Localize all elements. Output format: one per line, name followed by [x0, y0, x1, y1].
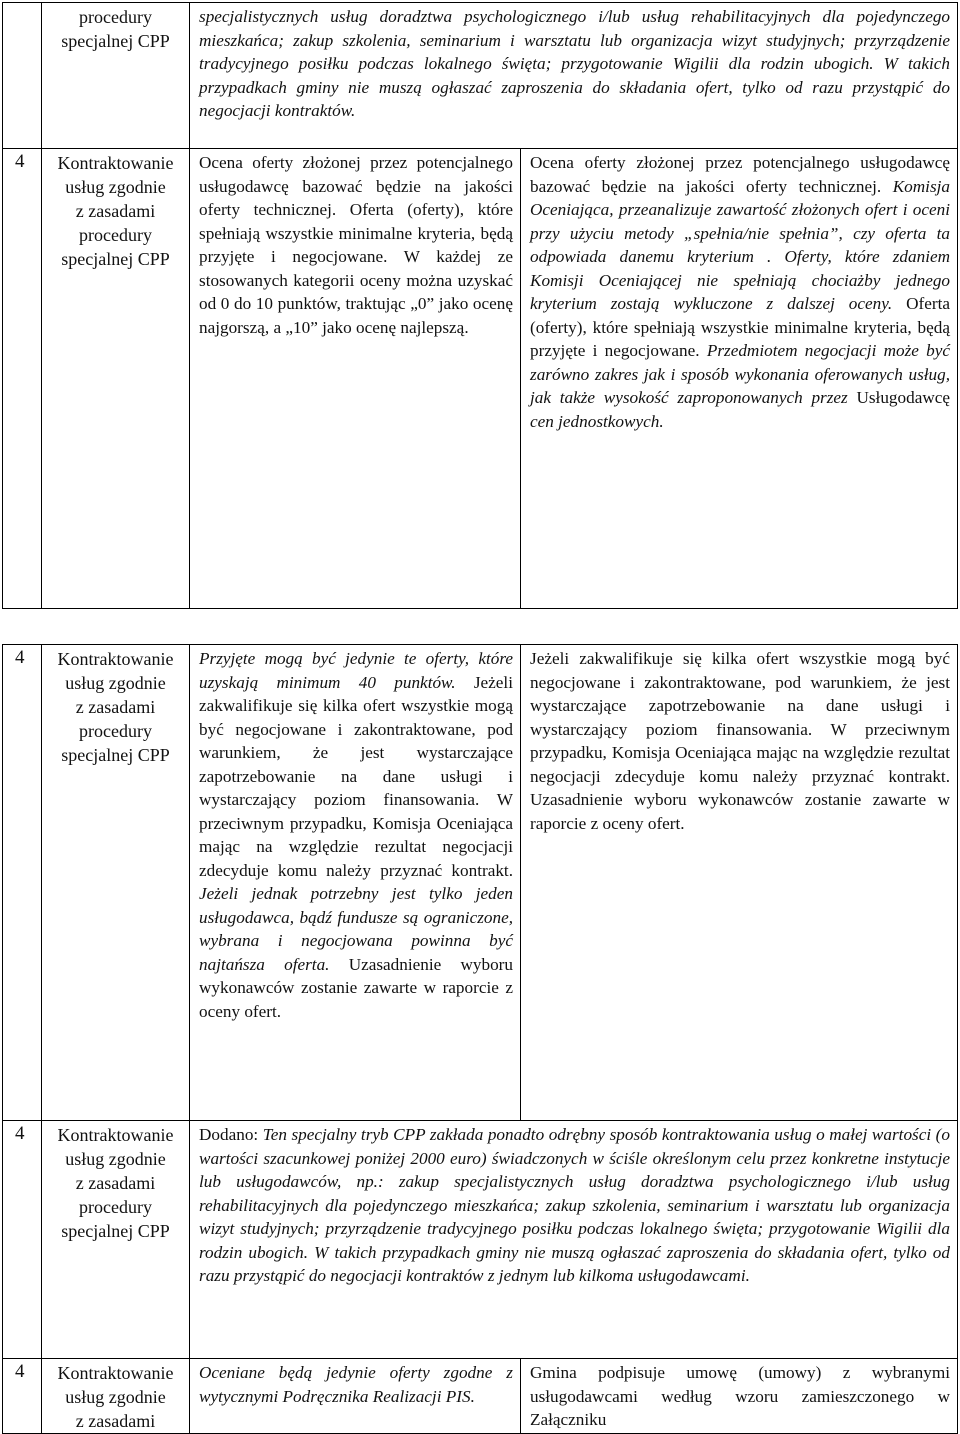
text-segment: Jeżeli jednak potrzebny jest tylko jeden usługodawca, bądź fundusze są ograniczone, wybrana i negocjowana powinna być najtańsza oferta.: [199, 884, 513, 974]
row-number: 4: [15, 1123, 25, 1144]
text-segment: Przyjęte mogą być jedynie te oferty, które uzyskają minimum 40 punktów.: [199, 649, 513, 692]
category-line: Kontraktowanie: [57, 153, 174, 173]
category-line: Kontraktowanie: [57, 1125, 174, 1145]
category-line: Kontraktowanie: [57, 649, 174, 669]
row-number-cell: [3, 645, 42, 1121]
category-line: procedury: [79, 225, 152, 245]
category-line: z zasadami: [75, 697, 156, 717]
text-segment: Uzasadnienie wyboru wykonawców zostanie zawarte w raporcie z oceny ofert.: [199, 954, 513, 1021]
text-cell-right: [521, 149, 958, 609]
table-row: [3, 1121, 958, 1359]
text-segment: Ocena oferty złożonej przez potencjalnego usługodawcę bazować będzie na jakości oferty technicznej.: [530, 153, 951, 196]
category-cell: [42, 645, 190, 1121]
text-cell-full: [190, 3, 958, 149]
row-number: 4: [15, 647, 25, 668]
text-segment: Jeżeli zakwalifikuje się kilka ofert wszystkie mogą być negocjowane i zakontraktowane, pod warunkiem, że jest wystarczające zapotrzebowanie na dane usługi i wystarczający poziom finansowania. W przeciwnym przypadku, Komisja Oceniająca mając na względzie rezultat negocjacji zdecyduje komu należy przyznać kontrakt.: [199, 672, 513, 880]
text-segment: Usługodawcę: [856, 388, 951, 407]
category-line: specjalnej CPP: [61, 249, 170, 269]
text-cell-left: [190, 1359, 521, 1434]
category-cell: [42, 3, 190, 149]
text-segment: Ten specjalny tryb CPP zakłada ponadto odrębny sposób kontraktowania usług o małej wartości (o wartości szacunkowej poniżej 2000 euro) świadczonych w ściśle określonym celu przez konkretne instytucje lub usługodawców, np.: zakup specjalistycznych usług doradztwa psychologicznego i/lub usług rehabilitacyjnych dla pojedynczego mieszkańca; zakup szkolenia, seminarium i warsztatu lub organizacja wizyt studyjnych; przyrządzenie tradycyjnego posiłku podczas lokalnego święta; przygotowanie Wigilii dla rodzin ubogich. W takich przypadkach gminy nie muszą ogłaszać zaproszenia do składania ofert, tylko od razu przystąpić do negocjacji kontraktów z jednym lub kilkoma usługodawcami.: [199, 1125, 950, 1285]
text-cell-right: [521, 1359, 958, 1434]
category-line: specjalnej CPP: [61, 1221, 170, 1241]
category-line: specjalnej CPP: [61, 745, 170, 765]
category-line: z zasadami: [75, 1173, 156, 1193]
text-segment: Dodano:: [199, 1125, 263, 1144]
category-line: usług zgodnie: [65, 177, 166, 197]
table-row: [3, 149, 958, 609]
text-segment: Gmina podpisuje umowę (umowy) z wybranymi usługodawcami według wzoru zamieszczonego w Załączniku: [530, 1363, 950, 1429]
category-cell: [42, 1121, 190, 1359]
category-line: usług zgodnie: [65, 1149, 166, 1169]
row-number: 4: [15, 1361, 25, 1382]
row-number-cell: [3, 1359, 42, 1434]
category-line: usług zgodnie: [65, 673, 166, 693]
document-table-top: [2, 2, 958, 609]
text-segment: Oferta (oferty), które spełniają wszystkie minimalne kryteria, będą przyjęte i negocjowane.: [530, 294, 951, 360]
text-cell-left: [190, 149, 521, 609]
text-segment: Jeżeli zakwalifikuje się kilka ofert wszystkie mogą być negocjowane i zakontraktowane, pod warunkiem, że jest wystarczające zapotrzebowanie na dane usługi i wystarczający poziom finansowania. W przeciwnym przypadku, Komisja Oceniająca mając na względzie rezultat negocjacji zdecyduje komu należy przyznać kontrakt. Uzasadnienie wyboru wykonawców zostanie zawarte w raporcie z oceny ofert.: [530, 649, 950, 833]
text-cell-left: [190, 645, 521, 1121]
category-line: procedury: [79, 7, 152, 27]
text-segment: specjalistycznych usług doradztwa psychologicznego i/lub usług rehabilitacyjnych dla pojedynczego mieszkańca; zakup szkolenia, seminarium i warsztatu lub organizacja wizyt studyjnych; przyrządzenie tradycyjnego posiłku podczas lokalnego święta; przygotowanie Wigilii dla rodzin ubogich. W takich przypadkach gminy nie muszą ogłaszać zaproszenia do składania ofert, tylko od razu przystąpić do negocjacji kontraktów.: [199, 7, 951, 120]
category-line: z zasadami: [75, 1411, 156, 1431]
category-line: specjalnej CPP: [61, 31, 170, 51]
text-segment: cen jednostkowych.: [530, 411, 664, 431]
table-row: [3, 1359, 958, 1434]
row-number-cell: [3, 3, 42, 149]
text-segment: Przedmiotem negocjacji może być zarówno zakres jak i sposób wykonania oferowanych usług, jak także wysokość zaproponowanych przez: [530, 341, 951, 407]
category-line: Kontraktowanie: [57, 1363, 174, 1383]
row-number-cell: [3, 149, 42, 609]
row-number-cell: [3, 1121, 42, 1359]
category-line: z zasadami: [75, 201, 156, 221]
text-segment: Ocena oferty złożonej przez potencjalnego usługodawcę bazować będzie na jakości oferty technicznej. Oferta (oferty), które spełniają wszystkie minimalne kryteria, będą przyjęte i negocjowane. W każdej ze stosowanych kategorii oceny można uzyskać od 0 do 10 punktów, traktując „0” jako ocenę najgorszą, a „10” jako ocenę najlepszą.: [199, 153, 513, 337]
category-line: usług zgodnie: [65, 1387, 166, 1407]
table-row: [3, 3, 958, 149]
row-number: 4: [15, 151, 25, 172]
text-segment: Oceniane będą jedynie oferty zgodne z wytycznymi Podręcznika Realizacji PIS.: [199, 1363, 513, 1406]
text-segment: Komisja Oceniająca, przeanalizuje zawartość złożonych ofert i oceni przy użyciu metody „spełnia/nie spełnia”, czy oferta ta odpowiada danemu kryterium . Oferty, które zdaniem Komisji Oceniającej nie spełniają chociażby jednego kryterium zostają wykluczone z dalszej oceny.: [530, 176, 951, 313]
text-cell-full: [190, 1121, 958, 1359]
text-cell-right: [521, 645, 958, 1121]
category-cell: [42, 149, 190, 609]
category-line: procedury: [79, 1197, 152, 1217]
category-cell: [42, 1359, 190, 1434]
category-line: procedury: [79, 721, 152, 741]
table-row: [3, 645, 958, 1121]
document-table-bottom: [2, 644, 958, 1434]
